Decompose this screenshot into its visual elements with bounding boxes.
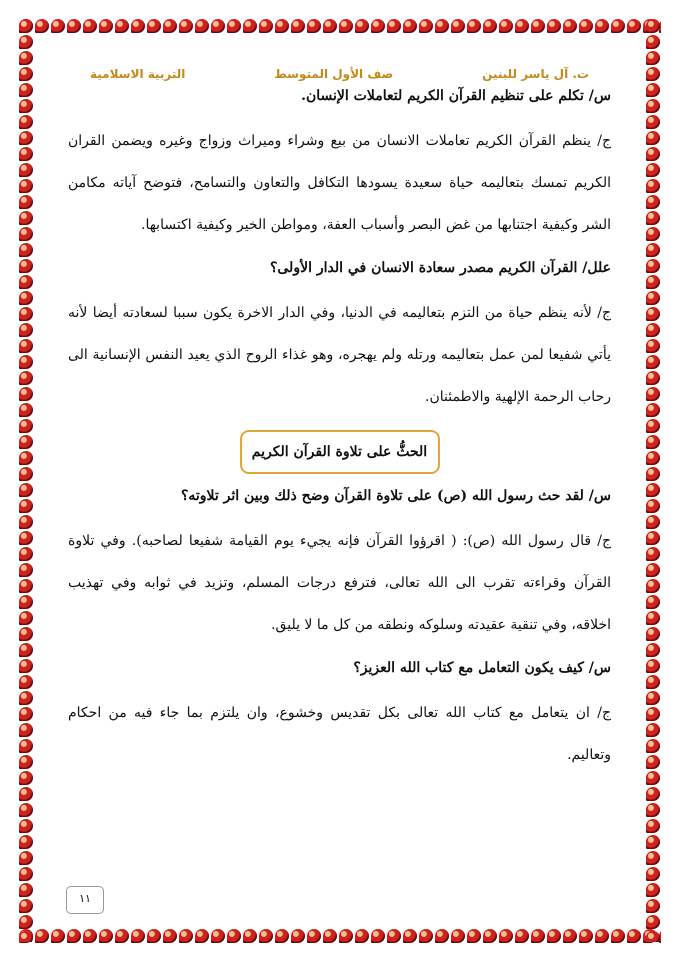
frame-ornament (19, 275, 33, 289)
frame-ornament (19, 307, 33, 321)
frame-ornament (19, 691, 33, 705)
frame-ornament (131, 929, 145, 943)
frame-ornament (35, 19, 49, 33)
decorative-border-left (16, 18, 36, 942)
frame-ornament (19, 515, 33, 529)
frame-ornament (531, 19, 545, 33)
grade-label: صف الأول المتوسط (274, 67, 394, 81)
frame-ornament (579, 19, 593, 33)
frame-ornament (515, 19, 529, 33)
frame-ornament (646, 131, 660, 145)
frame-ornament (646, 547, 660, 561)
frame-ornament (19, 739, 33, 753)
frame-ornament (483, 929, 497, 943)
frame-ornament (51, 19, 65, 33)
frame-ornament (646, 275, 660, 289)
frame-ornament (195, 929, 209, 943)
teacher-name: ت. آل ياسر للبنين (482, 67, 589, 81)
frame-ornament (646, 835, 660, 849)
frame-ornament (563, 19, 577, 33)
frame-ornament (387, 19, 401, 33)
frame-ornament (646, 371, 660, 385)
frame-ornament (19, 867, 33, 881)
frame-ornament (19, 227, 33, 241)
frame-ornament (646, 515, 660, 529)
frame-ornament (99, 19, 113, 33)
frame-ornament (163, 929, 177, 943)
frame-ornament (387, 929, 401, 943)
frame-ornament (179, 19, 193, 33)
frame-ornament (646, 787, 660, 801)
frame-ornament (646, 67, 660, 81)
frame-ornament (115, 929, 129, 943)
frame-ornament (611, 929, 625, 943)
question-4: س/ كيف يكون التعامل مع كتاب الله العزيز؟ (353, 660, 611, 676)
frame-ornament (646, 35, 660, 49)
frame-ornament (355, 19, 369, 33)
frame-ornament (19, 755, 33, 769)
frame-ornament (19, 675, 33, 689)
frame-ornament (19, 883, 33, 897)
frame-ornament (227, 19, 241, 33)
frame-ornament (646, 915, 660, 929)
frame-ornament (646, 211, 660, 225)
frame-ornament (19, 35, 33, 49)
frame-ornament (646, 195, 660, 209)
frame-ornament (646, 163, 660, 177)
frame-ornament (646, 99, 660, 113)
frame-ornament (243, 19, 257, 33)
frame-ornament (19, 643, 33, 657)
frame-ornament (339, 19, 353, 33)
frame-ornament (19, 451, 33, 465)
frame-ornament (646, 931, 660, 942)
frame-ornament (19, 659, 33, 673)
frame-ornament (419, 19, 433, 33)
frame-ornament (195, 19, 209, 33)
frame-ornament (339, 929, 353, 943)
frame-ornament (83, 19, 97, 33)
frame-ornament (646, 643, 660, 657)
frame-ornament (19, 899, 33, 913)
page-content (68, 86, 611, 788)
frame-ornament (19, 259, 33, 273)
frame-ornament (627, 19, 641, 33)
frame-ornament (467, 929, 481, 943)
frame-ornament (646, 451, 660, 465)
frame-ornament (83, 929, 97, 943)
frame-ornament (646, 323, 660, 337)
decorative-border-top (18, 16, 661, 36)
frame-ornament (646, 83, 660, 97)
frame-ornament (307, 19, 321, 33)
frame-ornament (646, 627, 660, 641)
frame-ornament (646, 659, 660, 673)
frame-ornament (243, 929, 257, 943)
answer-1: ج/ ينظم القرآن الكريم تعاملات الانسان من بيع وشراء وميراث وزواج وغيره ويضمن القران الكريم تمسك بتعاليمه حياة سعيدة يسودها التكافل والتعاون والتسامح، فتوضح آياته مكامن الشر وكيفية اجتنابها من غض البصر وأسباب العفة، ومواطن الخير وكيفية اكتسابها. (68, 133, 611, 233)
frame-ornament (19, 787, 33, 801)
frame-ornament (646, 707, 660, 721)
decorative-border-bottom (18, 926, 661, 946)
frame-ornament (646, 675, 660, 689)
frame-ornament (19, 819, 33, 833)
frame-ornament (646, 115, 660, 129)
frame-ornament (19, 419, 33, 433)
frame-ornament (531, 929, 545, 943)
frame-ornament (19, 931, 33, 942)
frame-ornament (646, 499, 660, 513)
frame-ornament (35, 929, 49, 943)
frame-ornament (19, 355, 33, 369)
question-3: س/ لقد حث رسول الله (ص) على تلاوة القرآن وضح ذلك وبين اثر تلاوته؟ (180, 488, 611, 504)
frame-ornament (227, 929, 241, 943)
frame-ornament (19, 531, 33, 545)
frame-ornament (19, 115, 33, 129)
frame-ornament (19, 707, 33, 721)
decorative-border-right (643, 18, 663, 942)
frame-ornament (115, 19, 129, 33)
frame-ornament (19, 371, 33, 385)
frame-ornament (19, 211, 33, 225)
frame-ornament (499, 19, 513, 33)
frame-ornament (646, 467, 660, 481)
frame-ornament (627, 929, 641, 943)
frame-ornament (646, 147, 660, 161)
frame-ornament (646, 291, 660, 305)
frame-ornament (646, 339, 660, 353)
frame-ornament (291, 929, 305, 943)
frame-ornament (19, 627, 33, 641)
page-number: ١١ (66, 886, 104, 914)
frame-ornament (646, 419, 660, 433)
frame-ornament (467, 19, 481, 33)
frame-ornament (19, 851, 33, 865)
frame-ornament (19, 803, 33, 817)
frame-ornament (19, 403, 33, 417)
frame-ornament (646, 595, 660, 609)
frame-ornament (323, 929, 337, 943)
frame-ornament (99, 929, 113, 943)
frame-ornament (483, 19, 497, 33)
answer-3: ج/ قال رسول الله (ص): ( اقرؤوا القرآن فإنه يجيء يوم القيامة شفيعا لصاحبه). وفي تلاوة القرآن وقراءته تقرب الى الله تعالى، فترفع درجات المسلم، وتزيد في ثوابه وفي تهذيب اخلاقه، وفي تنقية عقيدته وسلوكه ونطقه من كل ما لا يليق. (68, 533, 611, 633)
frame-ornament (563, 929, 577, 943)
frame-ornament (211, 929, 225, 943)
frame-ornament (19, 483, 33, 497)
frame-ornament (646, 771, 660, 785)
frame-ornament (435, 19, 449, 33)
frame-ornament (646, 851, 660, 865)
frame-ornament (646, 179, 660, 193)
frame-ornament (19, 915, 33, 929)
frame-ornament (147, 929, 161, 943)
frame-ornament (19, 435, 33, 449)
frame-ornament (646, 723, 660, 737)
frame-ornament (19, 163, 33, 177)
frame-ornament (646, 403, 660, 417)
frame-ornament (259, 19, 273, 33)
frame-ornament (19, 67, 33, 81)
frame-ornament (355, 929, 369, 943)
frame-ornament (646, 483, 660, 497)
frame-ornament (646, 51, 660, 65)
frame-ornament (435, 929, 449, 943)
frame-ornament (19, 339, 33, 353)
frame-ornament (646, 867, 660, 881)
frame-ornament (646, 611, 660, 625)
frame-ornament (646, 739, 660, 753)
frame-ornament (19, 291, 33, 305)
frame-ornament (595, 19, 609, 33)
frame-ornament (646, 19, 660, 33)
frame-ornament (19, 595, 33, 609)
frame-ornament (19, 147, 33, 161)
page-header (90, 64, 589, 84)
frame-ornament (67, 19, 81, 33)
frame-ornament (19, 323, 33, 337)
frame-ornament (19, 51, 33, 65)
frame-ornament (646, 387, 660, 401)
frame-ornament (547, 19, 561, 33)
frame-ornament (259, 929, 273, 943)
frame-ornament (451, 19, 465, 33)
question-1: س/ تكلم على تنظيم القرآن الكريم لتعاملات الإنسان. (301, 88, 611, 104)
frame-ornament (19, 243, 33, 257)
frame-ornament (275, 929, 289, 943)
frame-ornament (419, 929, 433, 943)
frame-ornament (163, 19, 177, 33)
frame-ornament (19, 467, 33, 481)
frame-ornament (19, 771, 33, 785)
answer-2: ج/ لأنه ينظم حياة من التزم بتعاليمه في الدنيا، وفي الدار الاخرة يكون سببا لسعادته أيضا لأنه يأتي شفيعا لمن عمل بتعاليمه ورتله ولم يهجره، وهو غذاء الروح الذي يعيد النفس الإنسانية الى رحاب الرحمة الإلهية والاطمئنان. (68, 305, 611, 405)
frame-ornament (19, 179, 33, 193)
frame-ornament (67, 929, 81, 943)
subject-label: التربية الاسلامية (90, 67, 186, 81)
frame-ornament (19, 563, 33, 577)
frame-ornament (19, 499, 33, 513)
frame-ornament (179, 929, 193, 943)
frame-ornament (646, 819, 660, 833)
frame-ornament (646, 563, 660, 577)
frame-ornament (646, 355, 660, 369)
frame-ornament (371, 929, 385, 943)
frame-ornament (19, 835, 33, 849)
frame-ornament (19, 195, 33, 209)
frame-ornament (646, 899, 660, 913)
frame-ornament (646, 435, 660, 449)
frame-ornament (646, 579, 660, 593)
frame-ornament (646, 531, 660, 545)
frame-ornament (547, 929, 561, 943)
frame-ornament (579, 929, 593, 943)
frame-ornament (646, 243, 660, 257)
frame-ornament (403, 19, 417, 33)
frame-ornament (646, 803, 660, 817)
frame-ornament (646, 307, 660, 321)
frame-ornament (646, 691, 660, 705)
frame-ornament (19, 387, 33, 401)
frame-ornament (646, 883, 660, 897)
frame-ornament (275, 19, 289, 33)
frame-ornament (19, 19, 33, 33)
frame-ornament (147, 19, 161, 33)
frame-ornament (323, 19, 337, 33)
frame-ornament (131, 19, 145, 33)
frame-ornament (646, 259, 660, 273)
frame-ornament (403, 929, 417, 943)
frame-ornament (19, 83, 33, 97)
frame-ornament (19, 131, 33, 145)
frame-ornament (515, 929, 529, 943)
frame-ornament (19, 547, 33, 561)
frame-ornament (19, 579, 33, 593)
answer-4: ج/ ان يتعامل مع كتاب الله تعالى بكل تقديس وخشوع، وان يلتزم بما جاء فيه من احكام وتعاليم. (68, 705, 611, 763)
frame-ornament (595, 929, 609, 943)
frame-ornament (611, 19, 625, 33)
frame-ornament (19, 723, 33, 737)
frame-ornament (646, 755, 660, 769)
frame-ornament (19, 99, 33, 113)
frame-ornament (19, 611, 33, 625)
frame-ornament (646, 227, 660, 241)
frame-ornament (451, 929, 465, 943)
frame-ornament (499, 929, 513, 943)
frame-ornament (211, 19, 225, 33)
frame-ornament (371, 19, 385, 33)
section-title: الحثُّ على تلاوة القرآن الكريم (240, 430, 440, 474)
question-2: علل/ القرآن الكريم مصدر سعادة الانسان في الدار الأولى؟ (269, 260, 611, 276)
frame-ornament (307, 929, 321, 943)
frame-ornament (291, 19, 305, 33)
frame-ornament (51, 929, 65, 943)
